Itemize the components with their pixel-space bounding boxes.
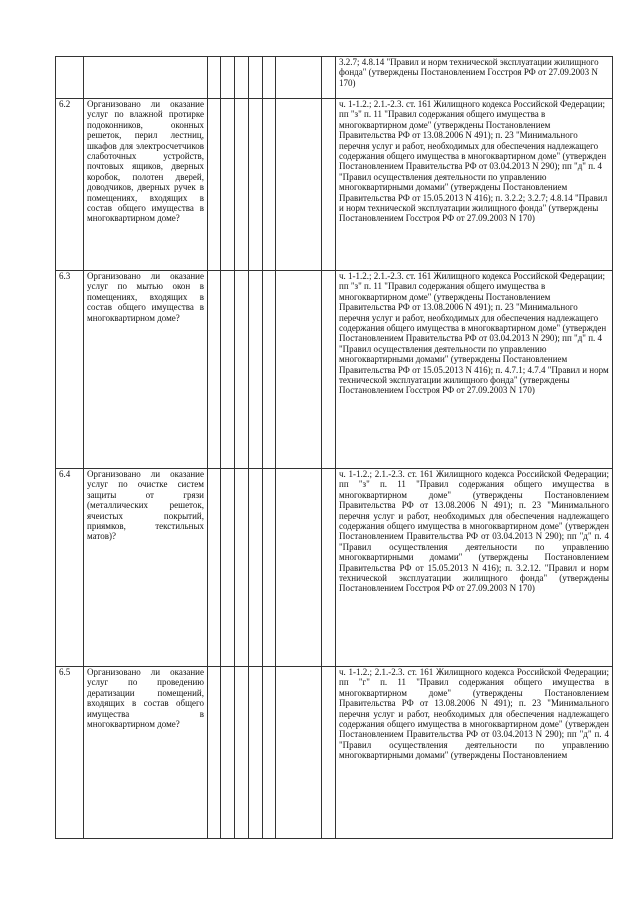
answer-cell <box>322 99 336 271</box>
answer-cell <box>249 271 263 469</box>
answer-cell <box>263 469 276 667</box>
answer-cell <box>322 469 336 667</box>
answer-cell <box>322 667 336 839</box>
answer-cell <box>263 667 276 839</box>
answer-cell-yes <box>208 469 221 667</box>
answer-cell-na <box>235 271 249 469</box>
question-cell: Организовано ли оказание услуг по проведению дератизации помещений, входящих в состав общего имущества в многоквартирном доме? <box>84 667 208 839</box>
note-cell <box>276 667 322 839</box>
table-row <box>56 271 613 469</box>
answer-cell-na <box>235 469 249 667</box>
answer-cell-no <box>221 57 235 99</box>
checklist-table <box>55 56 613 839</box>
legal-reference-cell: ч. 1-1.2.; 2.1.-2.3. ст. 161 Жилищного кодекса Российской Федерации; пп "з" п. 11 "Правил содержания общего имущества в многоквартирном доме" (утверждены Постановлением Правительства РФ от 13.08.2006 N 491); п. 23 "Минимального перечня услуг и работ, необходимых для обеспечения надлежащего содержания общего имущества в многоквартирном доме" (утвержден Постановлением Правительства РФ от 03.04.2013 N 290); пп "д" п. 4 "Правил осуществления деятельности по управлению многоквартирными домами" (утверждены Постановлением Правительства РФ от 15.05.2013 N 416); п. 3.2.12. "Правил и норм технической эксплуатации жилищного фонда" (утверждены Постановлением Госстроя РФ от 27.09.2003 N 170) <box>336 469 613 667</box>
note-cell <box>276 99 322 271</box>
answer-cell-na <box>235 57 249 99</box>
legal-reference-cell: ч. 1-1.2.; 2.1.-2.3. ст. 161 Жилищного кодекса Российской Федерации; пп "з" п. 11 "Правил содержания общего имущества в многоквартирном доме" (утверждены Постановлением Правительства РФ от 13.08.2006 N 491); п. 23 "Минимального перечня услуг и работ, необходимых для обеспечения надлежащего содержания общего имущества в многоквартирном доме" (утвержден Постановлением Правительства РФ от 03.04.2013 N 290); пп "д" п. 4 "Правил осуществления деятельности по управлению многоквартирными домами" (утверждены Постановлением Правительства РФ от 15.05.2013 N 416); п. 3.2.2; 3.2.7; 4.8.14 "Правил и норм технической эксплуатации жилищного фонда" (утверждены Постановлением Госстроя РФ от 27.09.2003 N 170) <box>336 99 613 271</box>
answer-cell <box>322 271 336 469</box>
question-cell <box>84 57 208 99</box>
table-row <box>56 57 613 99</box>
answer-cell-yes <box>208 667 221 839</box>
question-cell: Организовано ли оказание услуг по влажной протирке подоконников, оконных решеток, перил лестниц, шкафов для электросчетчиков слаботочных устройств, почтовых ящиков, дверных коробок, полотен дверей, доводчиков, дверных ручек в помещениях, входящих в состав общего имущества в многоквартирном доме? <box>84 99 208 271</box>
answer-cell <box>249 667 263 839</box>
row-number: 6.4 <box>56 469 84 667</box>
answer-cell-na <box>235 667 249 839</box>
answer-cell <box>263 99 276 271</box>
answer-cell-no <box>221 667 235 839</box>
note-cell <box>276 271 322 469</box>
question-cell: Организовано ли оказание услуг по очистке систем защиты от грязи (металлических решеток, ячеистых покрытий, приямков, текстильных матов)? <box>84 469 208 667</box>
table-row <box>56 667 613 839</box>
answer-cell-yes <box>208 271 221 469</box>
answer-cell <box>249 99 263 271</box>
answer-cell <box>322 57 336 99</box>
question-cell: Организовано ли оказание услуг по мытью окон в помещениях, входящих в состав общего имущества в многоквартирном доме? <box>84 271 208 469</box>
answer-cell <box>263 57 276 99</box>
table-row <box>56 469 613 667</box>
note-cell <box>276 469 322 667</box>
answer-cell-yes <box>208 57 221 99</box>
answer-cell-no <box>221 271 235 469</box>
answer-cell-no <box>221 469 235 667</box>
note-cell <box>276 57 322 99</box>
answer-cell-no <box>221 99 235 271</box>
answer-cell <box>249 57 263 99</box>
answer-cell-na <box>235 99 249 271</box>
row-number: 6.3 <box>56 271 84 469</box>
answer-cell <box>263 271 276 469</box>
answer-cell <box>249 469 263 667</box>
legal-reference-cell: ч. 1-1.2.; 2.1.-2.3. ст. 161 Жилищного кодекса Российской Федерации; пп "з" п. 11 "Правил содержания общего имущества в многоквартирном доме" (утверждены Постановлением Правительства РФ от 13.08.2006 N 491); п. 23 "Минимального перечня услуг и работ, необходимых для обеспечения надлежащего содержания общего имущества в многоквартирном доме" (утвержден Постановлением Правительства РФ от 03.04.2013 N 290); пп "д" п. 4 "Правил осуществления деятельности по управлению многоквартирными домами" (утверждены Постановлением Правительства РФ от 15.05.2013 N 416); п. 4.7.1; 4.7.4 "Правил и норм технической эксплуатации жилищного фонда" (утверждены Постановлением Госстроя РФ от 27.09.2003 N 170) <box>336 271 613 469</box>
row-number <box>56 57 84 99</box>
row-number: 6.2 <box>56 99 84 271</box>
legal-reference-cell: 3.2.7; 4.8.14 "Правил и норм технической эксплуатации жилищного фонда" (утверждены Постановлением Госстроя РФ от 27.09.2003 N 170) <box>336 57 613 99</box>
legal-reference-cell: ч. 1-1.2.; 2.1.-2.3. ст. 161 Жилищного кодекса Российской Федерации; пп "г" п. 11 "Правил содержания общего имущества в многоквартирном доме" (утверждены Постановлением Правительства РФ от 13.08.2006 N 491); п. 23 "Минимального перечня услуг и работ, необходимых для обеспечения надлежащего содержания общего имущества в многоквартирном доме" (утвержден Постановлением Правительства РФ от 03.04.2013 N 290); пп "д" п. 4 "Правил осуществления деятельности по управлению многоквартирными домами" (утверждены Постановлением <box>336 667 613 839</box>
row-number: 6.5 <box>56 667 84 839</box>
answer-cell-yes <box>208 99 221 271</box>
table-row <box>56 99 613 271</box>
